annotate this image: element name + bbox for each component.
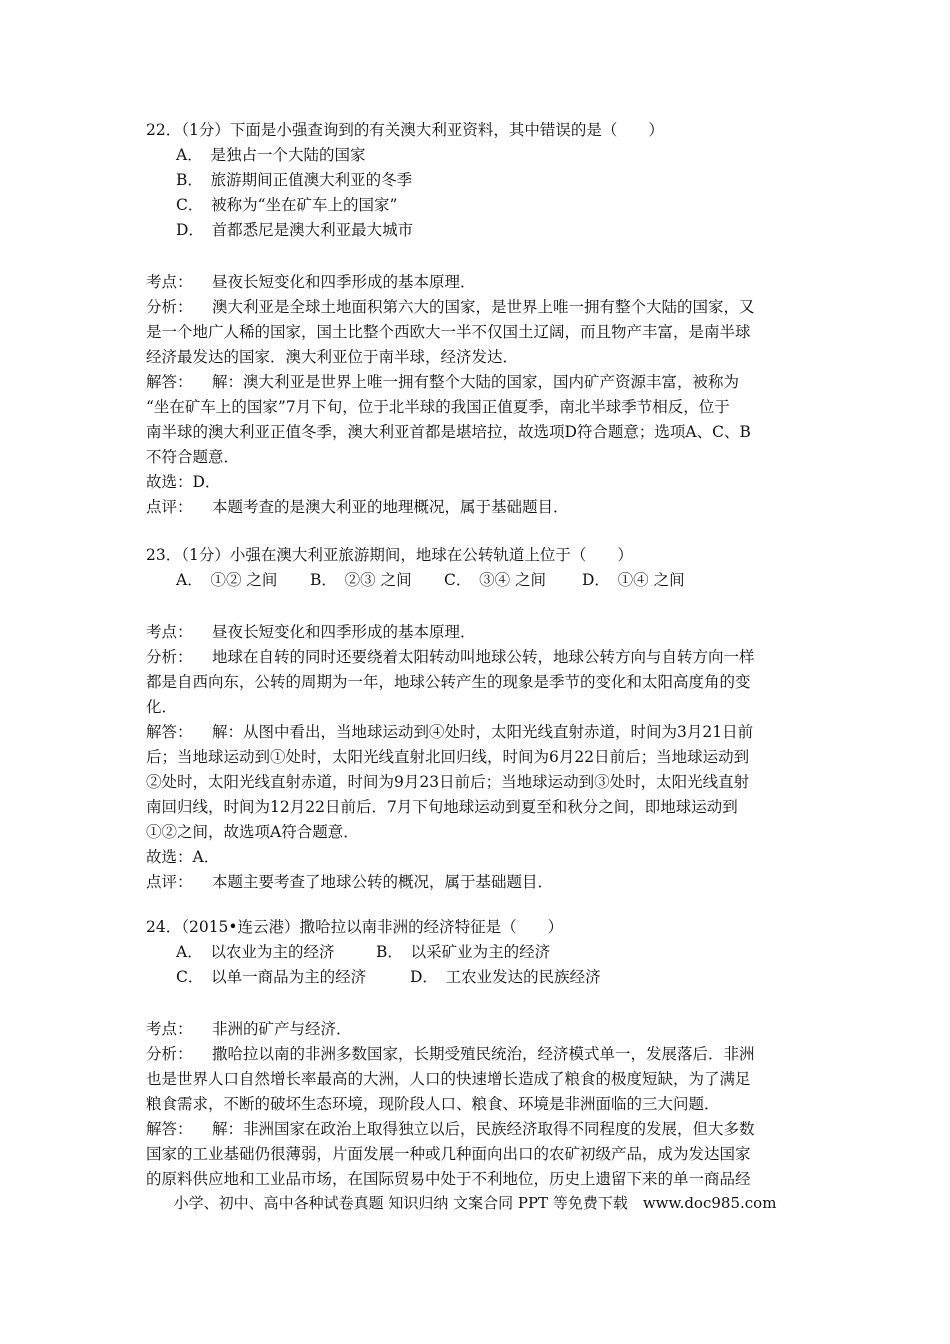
q22-option-c: C． 被称为“坐在矿车上的国家” (176, 196, 398, 214)
q23-fenxi-line3: 化． (146, 698, 178, 716)
q23-jieda-line1 (146, 720, 753, 744)
q23-stem: 23．（1分）小强在澳大利亚旅游期间，地球在公转轨道上位于（ ） (146, 546, 633, 564)
kaodian-label: 考点： (146, 273, 193, 291)
q24-fenxi-line1 (146, 1042, 755, 1066)
jieda-label: 解答： (146, 723, 193, 741)
fenxi-label: 分析： (146, 648, 193, 666)
q22-dianping (146, 495, 569, 519)
fenxi-text: 地球在自转的同时还要绕着太阳转动叫地球公转，地球公转方向与自转方向一样 (212, 648, 755, 666)
q24-options-row2 (176, 965, 601, 989)
q23-option-b: B． ②③ 之间 (310, 571, 412, 589)
q22-option-a: A． 是独占一个大陆的国家 (176, 146, 366, 164)
fenxi-label: 分析： (146, 298, 193, 316)
q24-fenxi-line2: 也是世界人口自然增长率最高的大洲，人口的快速增长造成了粮食的极度短缺，为了满足 (146, 1070, 751, 1088)
q24-options-row1 (176, 940, 550, 964)
q22-jieda-line2: “坐在矿车上的国家”7月下旬，位于北半球的我国正值夏季，南北半球季节相反，位于 (146, 398, 730, 416)
q24-option-a: A． 以农业为主的经济 (176, 943, 335, 961)
q22-jieda-line1 (146, 370, 739, 394)
dianping-label: 点评： (146, 873, 193, 891)
dianping-label: 点评： (146, 498, 193, 516)
q23-options (176, 568, 685, 592)
kaodian-text: 昼夜长短变化和四季形成的基本原理． (212, 273, 476, 291)
kaodian-label: 考点： (146, 623, 193, 641)
q23-option-c: C． ③④ 之间 (444, 571, 547, 589)
q22-fenxi-line1 (146, 295, 755, 319)
jieda-text: 解：从图中看出，当地球运动到④处时，太阳光线直射赤道，时间为3月21日前 (212, 723, 754, 741)
footer-banner: 小学、初中、高中各种试卷真题 知识归纳 文案合同 PPT 等免费下载 www.doc985.com (173, 1194, 777, 1212)
kaodian-label: 考点： (146, 1020, 193, 1038)
q24-option-c: C． 以单一商品为主的经济 (176, 968, 367, 986)
kaodian-text: 昼夜长短变化和四季形成的基本原理． (212, 623, 476, 641)
jieda-text: 解：非洲国家在政治上取得独立以后，民族经济取得不同程度的发展，但大多数 (212, 1120, 755, 1138)
q23-option-a: A． ①② 之间 (176, 571, 278, 589)
q23-jieda-line4: 南回归线，时间为12月22日前后．7月下旬地球运动到夏至和秋分之间，即地球运动到 (146, 798, 738, 816)
q23-dianping (146, 870, 553, 894)
q23-jieda-line2: 后；当地球运动到①处时，太阳光线直射北回归线，时间为6月22日前后；当地球运动到 (146, 748, 750, 766)
q23-fenxi-line1 (146, 645, 755, 669)
jieda-text: 解：澳大利亚是世界上唯一拥有整个大陆的国家，国内矿产资源丰富，被称为 (212, 373, 740, 391)
q22-stem: 22．（1分）下面是小强查询到的有关澳大利亚资料，其中错误的是（ ） (146, 121, 664, 139)
q23-kaodian (146, 620, 476, 644)
q24-option-d: D． 工农业发达的民族经济 (410, 968, 601, 986)
q23-answer: 故选：A． (146, 848, 220, 866)
dianping-text: 本题主要考查了地球公转的概况，属于基础题目． (212, 873, 554, 891)
q22-kaodian (146, 270, 476, 294)
q23-jieda-line5: ①②之间，故选项A符合题意． (146, 823, 359, 841)
q24-jieda-line3: 的原料供应地和工业品市场，在国际贸易中处于不利地位，历史上遗留下来的单一商品经 (146, 1170, 751, 1188)
q23-fenxi-line2: 都是自西向东，公转的周期为一年，地球公转产生的现象是季节的变化和太阳高度角的变 (146, 673, 751, 691)
fenxi-text: 澳大利亚是全球土地面积第六大的国家，是世界上唯一拥有整个大陆的国家，又 (212, 298, 755, 316)
q24-fenxi-line3: 粮食需求，不断的破坏生态环境，现阶段人口、粮食、环境是非洲面临的三大问题． (146, 1095, 720, 1113)
q24-stem: 24．（2015•连云港）撒哈拉以南非洲的经济特征是（ ） (146, 918, 564, 936)
q24-kaodian (146, 1017, 352, 1041)
kaodian-text: 非洲的矿产与经济． (212, 1020, 352, 1038)
fenxi-label: 分析： (146, 1045, 193, 1063)
q24-jieda-line1 (146, 1117, 755, 1141)
q22-fenxi-line3: 经济最发达的国家．澳大利亚位于南半球，经济发达． (146, 348, 519, 366)
q24-jieda-line2: 国家的工业基础仍很薄弱，片面发展一种或几种面向出口的农矿初级产品，成为发达国家 (146, 1145, 751, 1163)
q24-option-b: B． 以采矿业为主的经济 (376, 943, 551, 961)
fenxi-text: 撒哈拉以南的非洲多数国家，长期受殖民统治，经济模式单一，发展落后．非洲 (212, 1045, 755, 1063)
q22-answer: 故选：D． (146, 473, 221, 491)
q22-option-d: D． 首都悉尼是澳大利亚最大城市 (176, 221, 414, 239)
dianping-text: 本题考查的是澳大利亚的地理概况，属于基础题目． (212, 498, 569, 516)
q23-option-d: D． ①④ 之间 (582, 571, 685, 589)
q22-option-b: B． 旅游期间正值澳大利亚的冬季 (176, 171, 413, 189)
jieda-label: 解答： (146, 373, 193, 391)
q22-fenxi-line2: 是一个地广人稀的国家，国土比整个西欧大一半不仅国土辽阔，而且物产丰富，是南半球 (146, 323, 751, 341)
jieda-label: 解答： (146, 1120, 193, 1138)
q22-jieda-line3: 南半球的澳大利亚正值冬季，澳大利亚首都是堪培拉，故选项D符合题意；选项A、C、B (146, 423, 751, 441)
q22-jieda-line4: 不符合题意． (146, 448, 240, 466)
q23-jieda-line3: ②处时，太阳光线直射赤道，时间为9月23日前后；当地球运动到③处时，太阳光线直射 (146, 773, 750, 791)
